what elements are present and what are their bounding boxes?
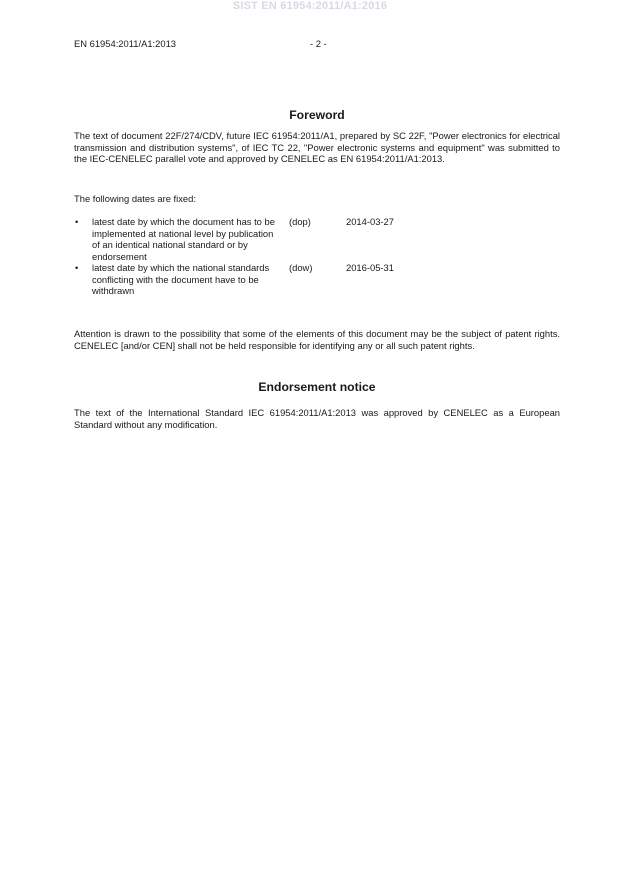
patent-attention-paragraph: Attention is drawn to the possibility that some of the elements of this document may be the subject of patent rights. CENELEC [and/or CEN] shall not be held responsible for identifying any or all such patent rights. (74, 328, 560, 351)
list-item (74, 262, 560, 300)
header-page-number: - 2 - (310, 38, 327, 49)
fixed-dates-list (74, 216, 560, 300)
foreword-paragraph: The text of document 22F/274/CDV, future IEC 61954:2011/A1, prepared by SC 22F, "Power electronics for electrical transmission and distribution systems", of IEC TC 22, "Power electronic systems and equipment" was submitted to the IEC-CENELEC parallel vote and approved by CENELEC as EN 61954:2011/A1:2013. (74, 130, 560, 165)
date-abbreviation: (dop) (289, 216, 311, 227)
list-item (74, 216, 560, 262)
date-value: 2016-05-31 (346, 262, 394, 273)
bullet-icon: • (75, 216, 79, 227)
watermark: SIST EN 61954:2011/A1:2016 (232, 0, 388, 12)
foreword-title: Foreword (289, 108, 345, 122)
dates-intro: The following dates are fixed: (74, 193, 196, 204)
date-description: latest date by which the national standards conflicting with the document have to be withdrawn (92, 262, 270, 297)
date-value: 2014-03-27 (346, 216, 394, 227)
endorsement-title: Endorsement notice (258, 380, 376, 394)
header-document-id: EN 61954:2011/A1:2013 (74, 38, 176, 49)
bullet-icon: • (75, 262, 79, 273)
date-description: latest date by which the document has to be implemented at national level by publication of an identical national standard or by endorsement (92, 216, 275, 262)
endorsement-paragraph: The text of the International Standard IEC 61954:2011/A1:2013 was approved by CENELEC as a European Standard without any modification. (74, 407, 560, 430)
date-abbreviation: (dow) (289, 262, 313, 273)
